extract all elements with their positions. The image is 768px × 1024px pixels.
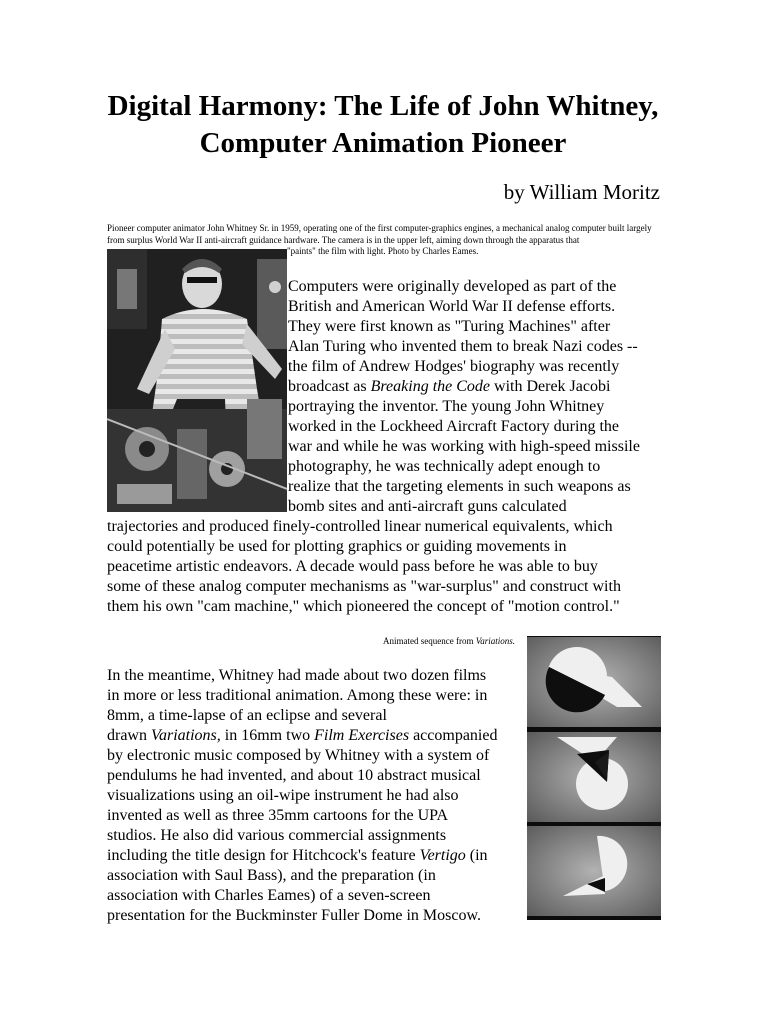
article-title: Digital Harmony: The Life of John Whitney, Computer Animation Pioneer — [107, 90, 659, 159]
line-text: drawn — [107, 727, 151, 744]
paragraph-line: invented as well as three 35mm cartoons for the UPA — [107, 807, 449, 824]
paragraph-line: 8mm, a time-lapse of an eclipse and several — [107, 707, 387, 724]
paragraph-line — [107, 846, 527, 866]
paragraph-line: pendulums he had invented, and about 10 abstract musical — [107, 767, 481, 784]
broadcast-text-end: with Derek Jacobi — [490, 378, 611, 395]
paragraph-line: the film of Andrew Hodges' biography was recently — [288, 358, 620, 375]
paragraph-line: bomb sites and anti-aircraft guns calculated — [288, 498, 567, 515]
photo-caption-line: "paints" the film with light. Photo by Charles Eames. — [287, 246, 479, 256]
abstract-film-frame-icon — [527, 732, 661, 822]
paragraph-line: them his own "cam machine," which pioneered the concept of "motion control." — [107, 598, 620, 615]
line-text: (in — [465, 847, 488, 864]
photo-caption-line: largely from surplus World War II anti-aircraft guidance hardware. The camera is in the upper left, aiming down through the apparatus that — [107, 223, 652, 245]
film-title-vertigo: Vertigo — [419, 847, 466, 864]
paragraph-line — [107, 726, 527, 746]
film-frame-3 — [527, 826, 661, 916]
film-frame-2 — [527, 732, 661, 822]
paragraph-line: In the meantime, Whitney had made about two dozen films — [107, 667, 487, 684]
line-text: including the title design for Hitchcock's feature — [107, 847, 420, 864]
paragraph-line: in more or less traditional animation. Among these were: in — [107, 687, 488, 704]
paragraph-line: British and American World War II defense efforts. — [288, 298, 616, 315]
paragraph-line: photography, he was technically adept enough to — [288, 458, 601, 475]
paragraph-line: war and while he was working with high-speed missile — [288, 438, 640, 455]
film-title-film-exercises: Film Exercises — [314, 727, 410, 744]
film-title-breaking-the-code: Breaking the Code — [370, 378, 491, 395]
paragraph-line: visualizations using an oil-wipe instrument he had also — [107, 787, 459, 804]
paragraph-line: trajectories and produced finely-controlled linear numerical equivalents, which — [107, 518, 613, 535]
paragraph-line: Computers were originally developed as part of the — [288, 278, 617, 295]
paragraph-line: realize that the targeting elements in such weapons as — [288, 478, 631, 495]
film-frame-1 — [527, 637, 661, 727]
sequence-caption-title: Variations. — [475, 636, 515, 646]
broadcast-text: broadcast as — [288, 378, 371, 395]
paragraph-line — [107, 377, 667, 397]
paragraph-line: studios. He also did various commercial assignments — [107, 827, 447, 844]
paragraph-line: worked in the Lockheed Aircraft Factory during the — [288, 418, 619, 435]
photo-caption-line: Pioneer computer animator John Whitney Sr. in 1959, operating one of the first computer-graphics engines, a mechanical analog computer built — [107, 223, 625, 233]
paragraph-line: by electronic music composed by Whitney with a system of — [107, 747, 490, 764]
paragraph-line: association with Charles Eames) of a seven-screen — [107, 887, 431, 904]
paragraph-meantime — [107, 666, 527, 926]
film-title-variations: Variations, — [150, 727, 221, 744]
paragraph-line: association with Saul Bass), and the preparation (in — [107, 867, 436, 884]
abstract-film-frame-icon — [527, 826, 661, 916]
paragraph-line: could potentially be used for plotting graphics or guiding movements in — [107, 538, 567, 555]
paragraph-line: presentation for the Buckminster Fuller Dome in Moscow. — [107, 907, 481, 924]
paragraph-line: Alan Turing who invented them to break Nazi codes -- — [288, 338, 638, 355]
paragraph-line: some of these analog computer mechanisms as "war-surplus" and construct with — [107, 578, 621, 595]
line-text: in 16mm two — [220, 727, 315, 744]
variations-film-strip — [527, 636, 661, 920]
sequence-caption — [383, 636, 515, 646]
paragraph-computers-history — [107, 277, 667, 617]
line-text: accompanied — [409, 727, 498, 744]
paragraph-line: peacetime artistic endeavors. A decade would pass before he was able to buy — [107, 558, 598, 575]
paragraph-line: portraying the inventor. The young John Whitney — [288, 398, 605, 415]
abstract-film-frame-icon — [527, 637, 661, 727]
paragraph-line: They were first known as "Turing Machines" after — [288, 318, 611, 335]
sequence-caption-text: Animated sequence from — [383, 636, 476, 646]
article-byline: by William Moritz — [503, 180, 660, 204]
